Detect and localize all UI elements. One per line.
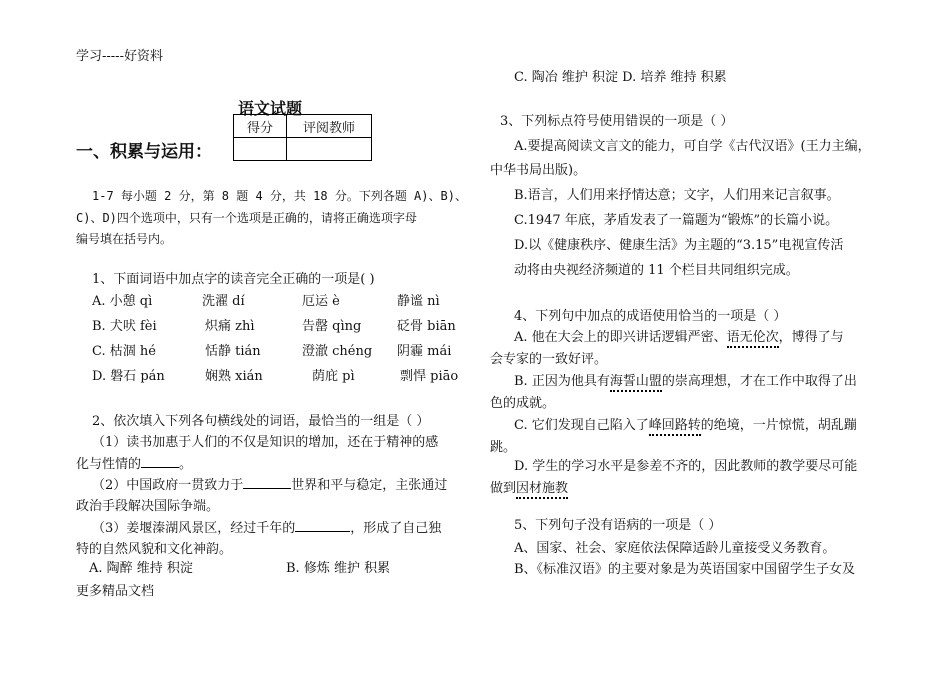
- option-text: 告罄 qìng: [302, 319, 362, 334]
- option-text: 荫庇 pì: [312, 369, 355, 384]
- option-text: [514, 370, 857, 389]
- sentence-text: C. 它们发现自己陷入了: [514, 418, 649, 433]
- page-footer: 更多精品文档: [76, 584, 155, 599]
- option-text: D.以《健康秩序、健康生活》为主题的“3.15”电视宣传活: [514, 238, 844, 253]
- option-text: B、《标准汉语》的主要对象是为英语国家中国留学生子女及: [514, 562, 856, 577]
- score-header: 得分: [234, 115, 287, 138]
- option-text: C.1947 年底，茅盾发表了一篇题为“锻炼”的长篇小说。: [514, 213, 839, 228]
- option-text: 跳。: [490, 440, 517, 455]
- question-2-sentence: [92, 474, 447, 493]
- question-2-sentence: 特的自然风貌和文化神韵。: [76, 542, 233, 557]
- option-text: 剽悍 piāo: [400, 369, 459, 384]
- option-text: B. 犬吠 fèi: [92, 319, 157, 334]
- question-2-sentence: （1）读书加惠于人们的不仅是知识的增加，还在于精神的感: [92, 435, 439, 450]
- option-text: 厄运 è: [302, 294, 340, 309]
- sentence-text: 的绝境，一片惊慌，胡乱蹦: [700, 418, 857, 433]
- fill-blank[interactable]: [141, 455, 179, 468]
- option-text: A. 陶醉 维持 积淀: [89, 561, 193, 576]
- sentence-text: ，博得了与: [778, 330, 844, 345]
- dotted-idiom: 峰回路转: [649, 418, 701, 436]
- option-text: [514, 326, 844, 345]
- question-2-sentence: [76, 453, 192, 472]
- sentence-text: B. 正因为他具有: [514, 374, 610, 389]
- option-text: 娴熟 xián: [205, 369, 263, 384]
- option-text: A、国家、社会、家庭依法保障适龄儿童接受义务教育。: [514, 541, 836, 556]
- grader-header: 评阅教师: [287, 115, 372, 138]
- option-text: 恬静 tián: [205, 344, 261, 359]
- question-2-stem: 2、依次填入下列各句横线处的词语，最恰当的一组是（ ）: [92, 414, 430, 429]
- sentence-text: 的崇高理想，才在工作中取得了出: [661, 374, 857, 389]
- sentence-text: （2）中国政府一贯致力于: [92, 478, 244, 493]
- question-5-stem: 5、下列句子没有语病的一项是（ ）: [514, 518, 722, 533]
- question-2-sentence: [92, 517, 441, 536]
- option-text: D. 磐石 pán: [92, 369, 165, 384]
- sentence-text: ，形成了自己独: [350, 521, 442, 536]
- option-text: B. 修炼 维护 积累: [286, 561, 391, 576]
- option-text: 澄澈 chéng: [302, 344, 373, 359]
- page-header: 学习-----好资料: [76, 49, 163, 64]
- option-text: A. 小憩 qì: [92, 294, 153, 309]
- question-4-stem: 4、下列句中加点的成语使用恰当的一项是（ ）: [514, 309, 787, 324]
- question-1-stem: 1、下面词语中加点字的读音完全正确的一项是( ): [92, 272, 375, 287]
- option-text: [514, 414, 857, 433]
- instructions-line: 编号填在括号内。: [76, 232, 173, 246]
- dotted-idiom: 海誓山盟: [610, 374, 662, 392]
- option-text: 会专家的一致好评。: [490, 352, 608, 367]
- question-3-stem: 3、下列标点符号使用错误的一项是（ ）: [500, 114, 734, 129]
- page-title: 语文试题: [238, 99, 303, 118]
- fill-blank[interactable]: [243, 476, 291, 489]
- section-heading: 一、积累与运用：: [76, 142, 212, 162]
- option-text: 阴霾 mái: [397, 344, 452, 359]
- instructions-line: 1-7 每小题 2 分，第 8 题 4 分，共 18 分。下列各题 A)、B)、: [92, 189, 467, 203]
- dotted-idiom: 语无伦次: [727, 330, 779, 348]
- option-text: D. 学生的学习水平是参差不齐的，因此教师的教学要尽可能: [514, 459, 858, 474]
- question-2-sentence: 政治手段解决国际争端。: [76, 499, 220, 514]
- option-text: B.语言，人们用来抒情达意；文字，人们用来记言叙事。: [514, 188, 840, 203]
- option-text: 炽痛 zhì: [205, 319, 255, 334]
- option-text: C. 枯涸 hé: [92, 344, 156, 359]
- sentence-text: （3）姜堰溱湖风景区，经过千年的: [92, 521, 296, 536]
- option-text: 色的成就。: [490, 396, 556, 411]
- option-text: [490, 477, 568, 496]
- score-cell[interactable]: [234, 138, 287, 161]
- instructions-line: C)、D)四个选项中，只有一个选项是正确的，请将正确选项字母: [76, 211, 417, 225]
- sentence-text: 。: [179, 457, 193, 472]
- sentence-text: A. 他在大会上的即兴讲话逻辑严密、: [514, 330, 727, 345]
- option-text: 洗濯 dí: [202, 294, 245, 309]
- fill-blank[interactable]: [295, 519, 350, 532]
- option-text: 动将由央视经济频道的 11 个栏目共同组织完成。: [514, 263, 799, 278]
- sentence-text: 化与性情的: [76, 457, 142, 472]
- option-text: 砭骨 biān: [397, 319, 456, 334]
- sentence-text: 做到: [490, 481, 517, 496]
- option-text: 中华书局出版)。: [490, 163, 587, 178]
- option-text: A.要提高阅读文言文的能力，可自学《古代汉语》(王力主编，: [514, 139, 871, 154]
- dotted-idiom: 因材施教: [516, 481, 568, 499]
- option-text: 静谧 nì: [397, 294, 440, 309]
- option-text: C. 陶冶 维护 积淀 D. 培养 维持 积累: [514, 70, 727, 85]
- score-table: [233, 114, 372, 161]
- sentence-text: 世界和平与稳定，主张通过: [291, 478, 448, 493]
- grader-cell[interactable]: [287, 138, 372, 161]
